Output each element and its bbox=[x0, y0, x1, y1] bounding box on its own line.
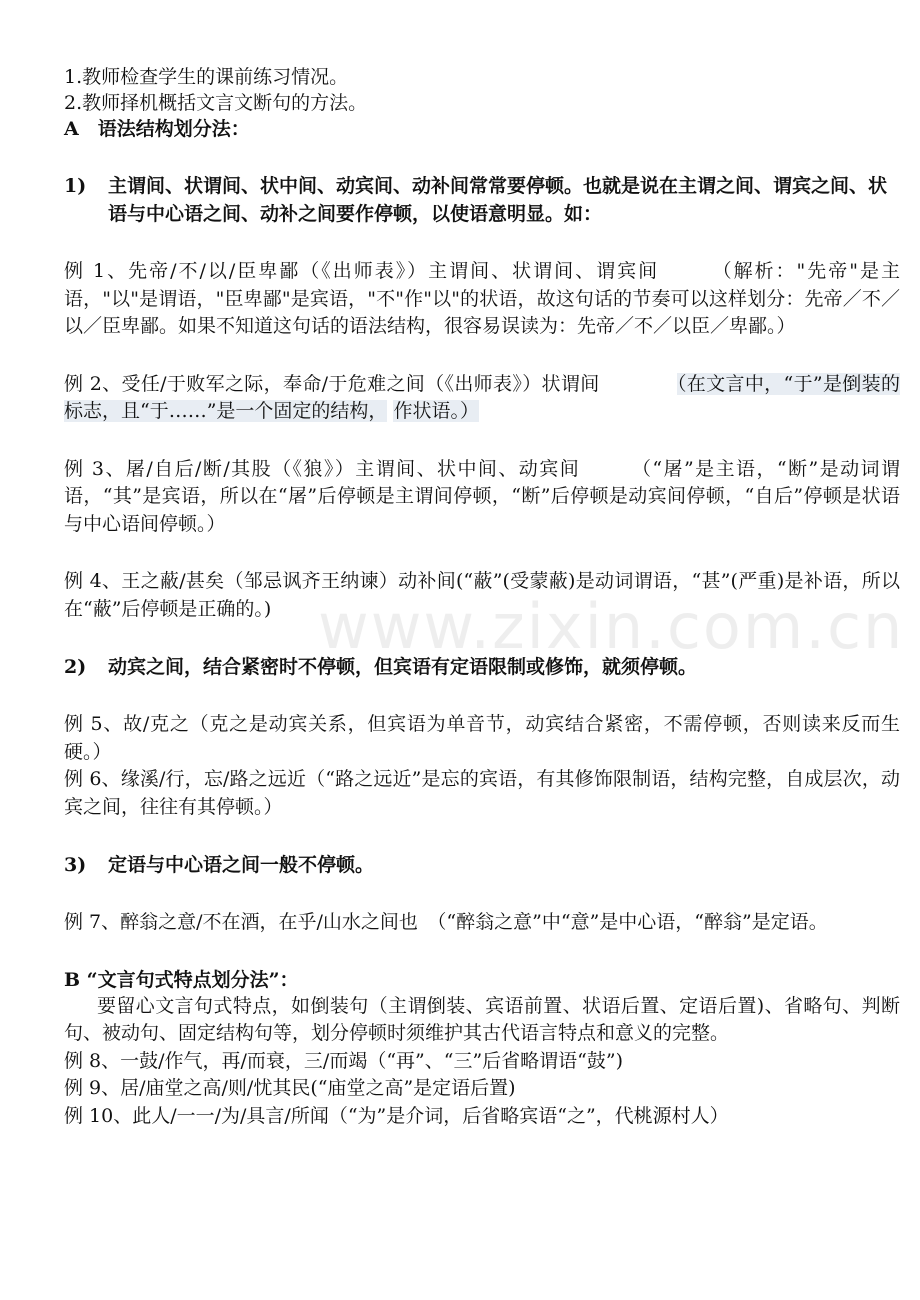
rule-1 bbox=[64, 172, 900, 228]
rule-1-number: 1) bbox=[64, 175, 87, 197]
watermark: www.zixin.com.cn bbox=[318, 590, 905, 663]
example-2-note-highlight-b: 作状语。） bbox=[393, 400, 479, 422]
intro-line-2: 2.教师择机概括文言文断句的方法。 bbox=[64, 92, 368, 114]
example-3: 例 3、屠/自后/断/其股（《狼》）主谓间、状中间、动宾间 （“屠”是主语，“断”是动词谓语，“其”是宾语，所以在“屠”后停顿是主谓间停顿，“断”后停顿是动宾间停顿，“自后”停顿是状语与中心语间停顿。） bbox=[64, 457, 900, 535]
example-2-note-highlight-a: （在文言中，“于”是倒装的标志，且“于……”是一个固定的结构， bbox=[64, 372, 900, 422]
rule-2-number: 2) bbox=[64, 656, 87, 678]
rule-3 bbox=[64, 851, 900, 879]
rule-3-text: 定语与中心语之间一般不停顿。 bbox=[108, 854, 375, 876]
section-b-intro: 要留心文言句式特点，如倒装句（主谓倒装、宾语前置、状语后置、定语后置)、省略句、判断句、被动句、固定结构句等，划分停顿时须维护其古代语言特点和意义的完整。 bbox=[64, 994, 900, 1044]
example-7: 例 7、醉翁之意/不在酒，在乎/山水之间也 （“醉翁之意”中“意”是中心语，“醉翁”是定语。 bbox=[64, 911, 828, 933]
rule-3-number: 3) bbox=[64, 854, 87, 876]
rule-2 bbox=[64, 653, 900, 681]
example-8: 例 8、一鼓/作气，再/而衰，三/而竭（“再”、“三”后省略谓语“鼓”) bbox=[64, 1049, 624, 1072]
example-9: 例 9、居/庙堂之高/则/忧其民(“庙堂之高”是定语后置) bbox=[64, 1077, 516, 1099]
section-a-title: A 语法结构划分法： bbox=[64, 118, 250, 140]
example-2 bbox=[64, 371, 900, 426]
example-5: 例 5、故/克之（克之是动宾关系，但宾语为单音节，动宾结合紧密，不需停顿，否则读来反而生硬。） bbox=[64, 713, 900, 763]
example-1: 例 1、先帝/不/以/臣卑鄙（《出师表》）主谓间、状谓间、谓宾间 （解析："先帝"是主语，"以"是谓语，"臣卑鄙"是宾语，"不"作"以"的状语，故这句话的节奏可以这样划分：先帝／不／以／臣卑鄙。如果不知道这句话的语法结构，很容易误读为：先帝／不／以臣／卑鄙。） bbox=[64, 260, 900, 337]
example-4: 例 4、王之蔽/甚矣（邹忌讽齐王纳谏）动补间(“蔽”(受蒙蔽)是动词谓语，“甚”(严重)是补语，所以在“蔽”后停顿是正确的。) bbox=[64, 570, 900, 620]
rule-2-text: 动宾之间，结合紧密时不停顿，但宾语有定语限制或修饰，就须停顿。 bbox=[108, 656, 698, 678]
intro-line-1: 1.教师检查学生的课前练习情况。 bbox=[64, 66, 349, 88]
example-6: 例 6、缘溪/行，忘/路之远近（“路之远近”是忘的宾语，有其修饰限制语，结构完整，自成层次，动宾之间，往往有其停顿。） bbox=[64, 768, 900, 818]
example-2-main: 例 2、受任/于败军之际，奉命/于危难之间（《出师表》）状谓间 bbox=[64, 372, 677, 395]
section-b-title: B “文言句式特点划分法”： bbox=[64, 968, 299, 991]
rule-1-text: 主谓间、状谓间、状中间、动宾间、动补间常常要停顿。也就是说在主谓之间、谓宾之间、状语与中心语之间、动补之间要作停顿，以使语意明显。如： bbox=[108, 175, 888, 225]
example-10: 例 10、此人/一一/为/具言/所闻（“为”是介词，后省略宾语“之”，代桃源村人） bbox=[64, 1104, 729, 1127]
document-page bbox=[64, 64, 900, 1130]
